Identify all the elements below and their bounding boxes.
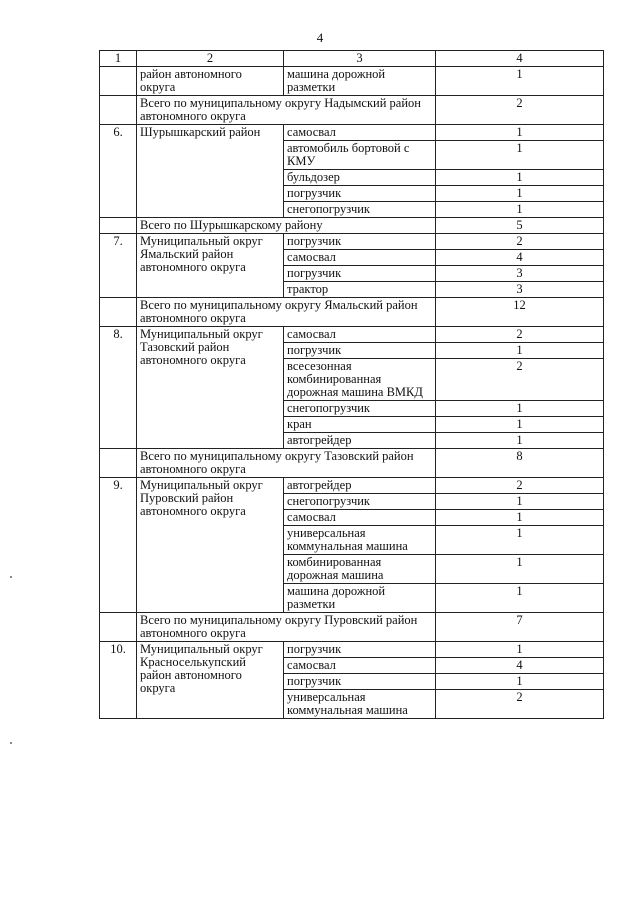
equipment-name: универсальная коммунальная машина (284, 526, 436, 555)
equipment-quantity: 4 (436, 250, 604, 266)
equipment-quantity: 2 (436, 234, 604, 250)
equipment-quantity: 1 (436, 555, 604, 584)
header-cell-2: 2 (137, 51, 284, 67)
equipment-quantity: 1 (436, 67, 604, 96)
total-row (100, 449, 604, 478)
equipment-quantity: 1 (436, 417, 604, 433)
total-quantity: 7 (436, 613, 604, 642)
municipality-name: Муниципальный округ Красноселькупский район автономного округа (137, 642, 284, 719)
equipment-quantity: 1 (436, 510, 604, 526)
equipment-quantity: 2 (436, 478, 604, 494)
equipment-name: погрузчик (284, 642, 436, 658)
total-label: Всего по Шурышкарскому району (137, 218, 436, 234)
equipment-quantity: 1 (436, 141, 604, 170)
scan-speck (10, 576, 12, 578)
row-number: 9. (100, 478, 137, 613)
table-row (100, 642, 604, 658)
equipment-name: погрузчик (284, 343, 436, 359)
table-row (100, 67, 604, 96)
equipment-quantity: 2 (436, 690, 604, 719)
total-quantity: 8 (436, 449, 604, 478)
equipment-name: универсальная коммунальная машина (284, 690, 436, 719)
equipment-name: машина дорожной разметки (284, 584, 436, 613)
header-cell-4: 4 (436, 51, 604, 67)
municipality-name: Шурышкарский район (137, 125, 284, 218)
table-row (100, 125, 604, 141)
equipment-quantity: 1 (436, 584, 604, 613)
total-label: Всего по муниципальному округу Ямальский район автономного округа (137, 298, 436, 327)
page-number: 4 (316, 30, 324, 45)
equipment-name: самосвал (284, 327, 436, 343)
municipality-name: район автономного округа (137, 67, 284, 96)
total-label: Всего по муниципальному округу Пуровский район автономного округа (137, 613, 436, 642)
total-blank-cell (100, 218, 137, 234)
table-row (100, 327, 604, 343)
equipment-quantity: 1 (436, 125, 604, 141)
equipment-quantity: 1 (436, 170, 604, 186)
total-quantity: 5 (436, 218, 604, 234)
equipment-quantity: 1 (436, 674, 604, 690)
equipment-name: погрузчик (284, 674, 436, 690)
equipment-name: машина дорожной разметки (284, 67, 436, 96)
equipment-name: погрузчик (284, 186, 436, 202)
equipment-quantity: 2 (436, 327, 604, 343)
equipment-quantity: 3 (436, 266, 604, 282)
equipment-name: автогрейдер (284, 433, 436, 449)
equipment-quantity: 1 (436, 433, 604, 449)
equipment-name: погрузчик (284, 266, 436, 282)
total-blank-cell (100, 298, 137, 327)
equipment-name: погрузчик (284, 234, 436, 250)
total-row (100, 298, 604, 327)
total-blank-cell (100, 96, 137, 125)
municipality-name: Муниципальный округ Пуровский район автономного округа (137, 478, 284, 613)
total-row (100, 96, 604, 125)
row-number (100, 67, 137, 96)
equipment-name: снегопогрузчик (284, 401, 436, 417)
row-number: 7. (100, 234, 137, 298)
total-quantity: 12 (436, 298, 604, 327)
table-row (100, 478, 604, 494)
equipment-quantity: 1 (436, 526, 604, 555)
equipment-name: снегопогрузчик (284, 202, 436, 218)
equipment-name: самосвал (284, 250, 436, 266)
header-cell-1: 1 (100, 51, 137, 67)
equipment-name: автогрейдер (284, 478, 436, 494)
total-label: Всего по муниципальному округу Надымский район автономного округа (137, 96, 436, 125)
header-row (100, 51, 604, 67)
row-number: 8. (100, 327, 137, 449)
total-blank-cell (100, 449, 137, 478)
equipment-name: бульдозер (284, 170, 436, 186)
total-label: Всего по муниципальному округу Тазовский район автономного округа (137, 449, 436, 478)
table-body (100, 51, 604, 719)
row-number: 6. (100, 125, 137, 218)
equipment-quantity: 1 (436, 186, 604, 202)
table-row (100, 234, 604, 250)
total-row (100, 613, 604, 642)
equipment-name: снегопогрузчик (284, 494, 436, 510)
equipment-quantity: 2 (436, 359, 604, 401)
total-quantity: 2 (436, 96, 604, 125)
equipment-name: всесезонная комбинированная дорожная машина ВМКД (284, 359, 436, 401)
total-blank-cell (100, 613, 137, 642)
scan-speck (10, 742, 12, 744)
equipment-quantity: 3 (436, 282, 604, 298)
municipality-name: Муниципальный округ Ямальский район автономного округа (137, 234, 284, 298)
equipment-name: комбинированная дорожная машина (284, 555, 436, 584)
municipality-name: Муниципальный округ Тазовский район автономного округа (137, 327, 284, 449)
header-cell-3: 3 (284, 51, 436, 67)
equipment-quantity: 1 (436, 343, 604, 359)
equipment-quantity: 1 (436, 642, 604, 658)
row-number: 10. (100, 642, 137, 719)
total-row (100, 218, 604, 234)
vehicle-distribution-table (99, 50, 604, 719)
equipment-quantity: 1 (436, 494, 604, 510)
equipment-name: самосвал (284, 125, 436, 141)
equipment-quantity: 1 (436, 401, 604, 417)
equipment-name: трактор (284, 282, 436, 298)
equipment-quantity: 1 (436, 202, 604, 218)
equipment-name: кран (284, 417, 436, 433)
equipment-name: самосвал (284, 658, 436, 674)
equipment-name: самосвал (284, 510, 436, 526)
equipment-name: автомобиль бортовой с КМУ (284, 141, 436, 170)
equipment-quantity: 4 (436, 658, 604, 674)
